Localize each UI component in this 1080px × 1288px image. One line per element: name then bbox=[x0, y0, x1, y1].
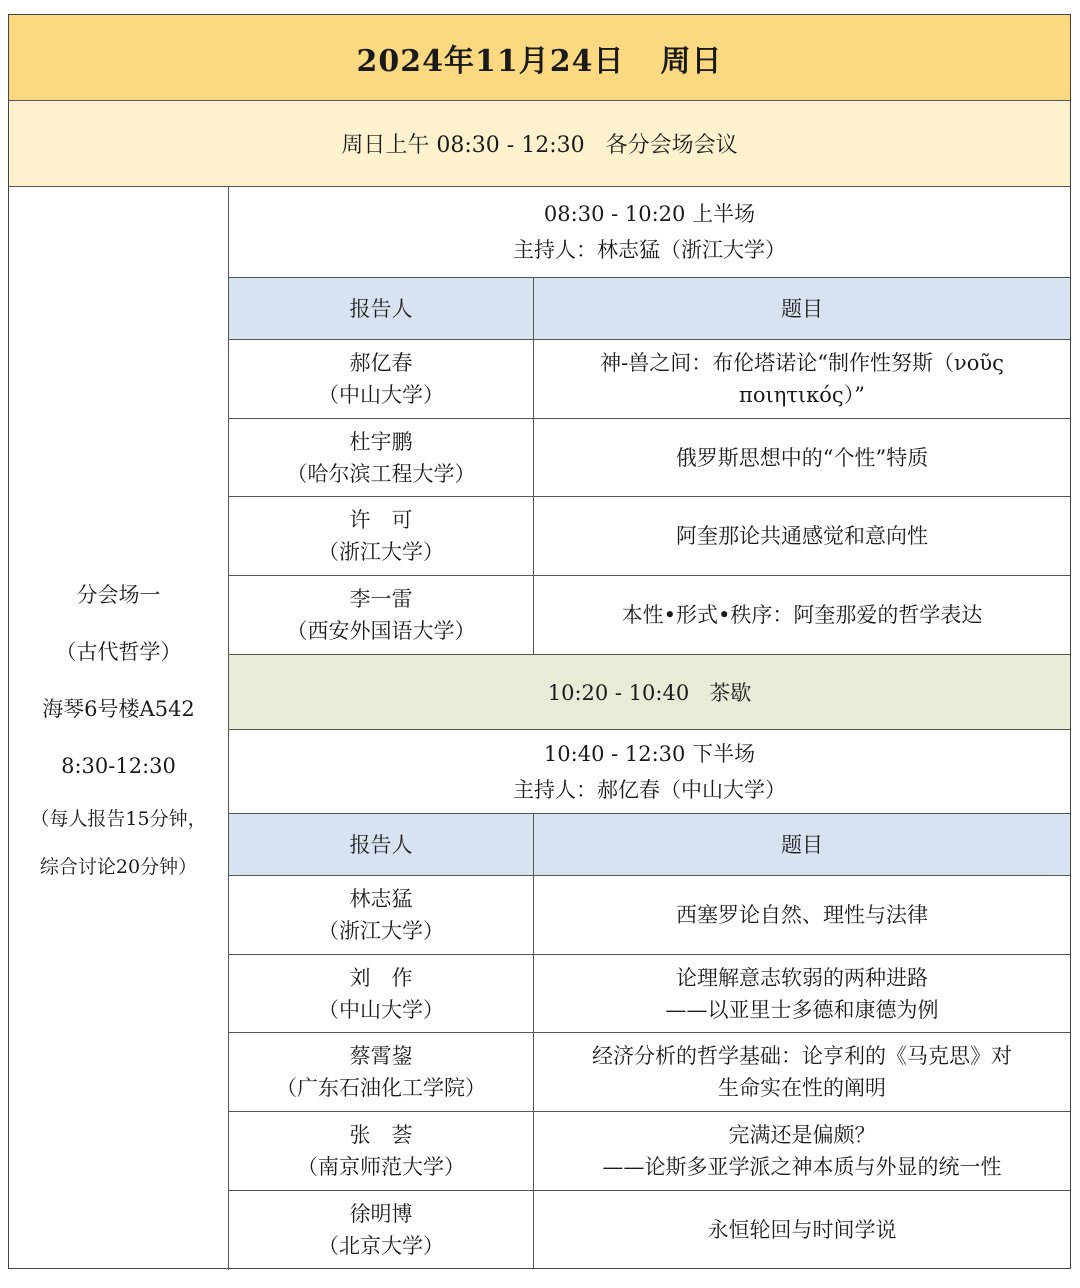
venue-name: 分会场一 bbox=[76, 582, 161, 607]
topic-cell bbox=[534, 1191, 1070, 1268]
speaker-name: 李一雷 bbox=[349, 587, 413, 611]
speaker-affiliation: （北京大学） bbox=[318, 1233, 444, 1258]
table-row bbox=[229, 955, 1070, 1033]
session-2-header bbox=[229, 730, 1070, 814]
venue-room: 海琴6号楼A542 bbox=[42, 696, 195, 721]
weekday-text: 周日 bbox=[660, 43, 723, 79]
table-row bbox=[229, 340, 1070, 419]
table-row bbox=[229, 1112, 1070, 1191]
speaker-column-header: 报告人 bbox=[229, 814, 534, 875]
speaker-name: 徐明博 bbox=[349, 1201, 413, 1226]
topic-line-1: 论理解意志软弱的两种进路 bbox=[676, 965, 928, 990]
topic-column-header: 题目 bbox=[781, 832, 823, 857]
topic-line-2: 生命实在性的阐明 bbox=[718, 1076, 886, 1100]
table-row bbox=[229, 576, 1070, 655]
speaker-name: 郝亿春 bbox=[349, 351, 413, 375]
speaker-cell bbox=[229, 1033, 534, 1111]
speaker-cell bbox=[229, 876, 534, 954]
topic-cell bbox=[534, 1033, 1070, 1111]
speaker-name: 刘 作 bbox=[349, 965, 413, 990]
topic-line-1: 神-兽之间：布伦塔诺论“制作性努斯（νοῦς bbox=[600, 351, 1004, 375]
tea-break-text: 10:20 - 10:40 茶歇 bbox=[547, 681, 752, 705]
speaker-affiliation: （西安外国语大学） bbox=[286, 619, 476, 643]
schedule-table bbox=[8, 14, 1071, 1269]
date-header bbox=[9, 15, 1070, 101]
table-row bbox=[229, 876, 1070, 955]
topic-cell bbox=[534, 576, 1070, 654]
speaker-name: 林志猛 bbox=[349, 887, 413, 911]
speaker-column-header: 报告人 bbox=[229, 278, 534, 339]
topic-line-2: ——论斯多亚学派之神本质与外显的统一性 bbox=[602, 1155, 1002, 1179]
venue-note-1: （每人报告15分钟， bbox=[30, 807, 207, 830]
speaker-name: 蔡霄鋆 bbox=[349, 1044, 413, 1068]
tea-break-row bbox=[229, 655, 1070, 730]
table-row bbox=[229, 419, 1070, 497]
speaker-cell bbox=[229, 1112, 534, 1190]
speaker-affiliation: （浙江大学） bbox=[318, 919, 444, 943]
speaker-cell bbox=[229, 576, 534, 654]
speaker-affiliation: （南京师范大学） bbox=[297, 1155, 465, 1179]
topic-cell bbox=[534, 497, 1070, 575]
speaker-affiliation: （中山大学） bbox=[318, 997, 444, 1022]
session-1-header bbox=[229, 187, 1070, 278]
speaker-cell bbox=[229, 419, 534, 496]
venue-note-2: 综合讨论20分钟） bbox=[39, 855, 198, 878]
table-row bbox=[229, 1191, 1070, 1268]
topic-cell bbox=[534, 876, 1070, 954]
speaker-affiliation: （哈尔滨工程大学） bbox=[286, 461, 476, 486]
topic-column-header: 题目 bbox=[781, 296, 823, 321]
session-2-column-header bbox=[229, 814, 1070, 876]
topic-cell bbox=[534, 1112, 1070, 1190]
session-1-time: 08:30 - 10:20 上半场 bbox=[543, 202, 756, 226]
topic-cell bbox=[534, 340, 1070, 418]
topic-cell bbox=[534, 419, 1070, 496]
speaker-affiliation: （中山大学） bbox=[318, 383, 444, 407]
speaker-cell bbox=[229, 955, 534, 1032]
topic-line-1: 永恒轮回与时间学说 bbox=[707, 1217, 897, 1242]
topic-line-1: 本性•形式•秩序：阿奎那爱的哲学表达 bbox=[621, 603, 983, 627]
session-1-column-header bbox=[229, 278, 1070, 340]
speaker-cell bbox=[229, 340, 534, 418]
speaker-cell bbox=[229, 497, 534, 575]
topic-line-1: 俄罗斯思想中的“个性”特质 bbox=[675, 445, 929, 470]
venue-topic: （古代哲学） bbox=[55, 639, 182, 664]
venue-cell bbox=[9, 187, 229, 1270]
topic-line-1: 阿奎那论共通感觉和意向性 bbox=[676, 524, 928, 548]
speaker-affiliation: （广东石油化工学院） bbox=[276, 1076, 486, 1100]
speaker-cell bbox=[229, 1191, 534, 1268]
topic-line-2: ——以亚里士多德和康德为例 bbox=[665, 997, 939, 1022]
morning-session-banner bbox=[9, 101, 1070, 187]
venue-time: 8:30-12:30 bbox=[61, 753, 176, 778]
topic-cell bbox=[534, 955, 1070, 1032]
date-text: 2024年11月24日 bbox=[356, 43, 625, 79]
topic-line-1: 西塞罗论自然、理性与法律 bbox=[676, 903, 928, 927]
speaker-name: 张 荟 bbox=[349, 1123, 413, 1147]
morning-session-text: 周日上午 08:30 - 12:30 各分会场会议 bbox=[341, 133, 738, 158]
speaker-name: 许 可 bbox=[349, 508, 413, 532]
speaker-name: 杜宇鹏 bbox=[349, 429, 413, 454]
table-row bbox=[229, 497, 1070, 576]
session-2-time: 10:40 - 12:30 下半场 bbox=[543, 741, 756, 766]
topic-line-2: ποιητικός）” bbox=[739, 383, 865, 407]
topic-line-1: 经济分析的哲学基础：论亨利的《马克思》对 bbox=[592, 1044, 1012, 1068]
table-row bbox=[229, 1033, 1070, 1112]
speaker-affiliation: （浙江大学） bbox=[318, 540, 444, 564]
session-2-host: 主持人：郝亿春（中山大学） bbox=[513, 777, 786, 802]
session-1-host: 主持人：林志猛（浙江大学） bbox=[513, 238, 786, 262]
topic-line-1: 完满还是偏颇？ bbox=[728, 1123, 876, 1147]
